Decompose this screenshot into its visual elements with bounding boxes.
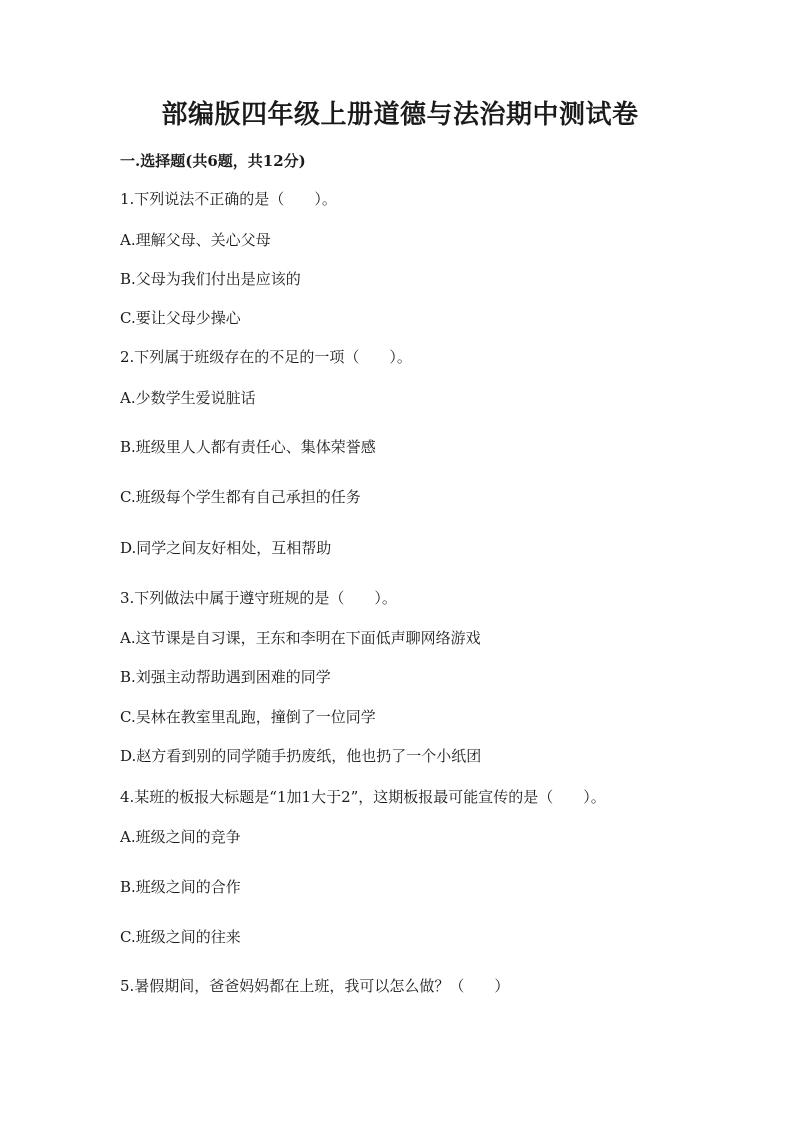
question-3-option-c: C.吴林在教室里乱跑，撞倒了一位同学 <box>120 708 376 726</box>
question-5-stem: 5.暑假期间，爸爸妈妈都在上班，我可以怎么做？（ ） <box>120 977 510 995</box>
question-2-option-d: D.同学之间友好相处，互相帮助 <box>120 539 332 557</box>
question-2-option-a: A.少数学生爱说脏话 <box>120 389 256 407</box>
question-3-stem: 3.下列做法中属于遵守班规的是（ ）。 <box>120 589 397 607</box>
question-1-option-a: A.理解父母、关心父母 <box>120 231 271 249</box>
question-4-option-b: B.班级之间的合作 <box>120 878 241 896</box>
question-2-stem: 2.下列属于班级存在的不足的一项（ ）。 <box>120 348 412 366</box>
exam-title: 部编版四年级上册道德与法治期中测试卷 <box>161 100 639 130</box>
question-1-option-b: B.父母为我们付出是应该的 <box>120 270 301 288</box>
question-2-option-b: B.班级里人人都有责任心、集体荣誉感 <box>120 438 376 456</box>
question-3-option-d: D.赵方看到别的同学随手扔废纸，他也扔了一个小纸团 <box>120 747 482 765</box>
question-4-option-c: C.班级之间的往来 <box>120 928 241 946</box>
question-4-option-a: A.班级之间的竞争 <box>120 828 241 846</box>
question-2-option-c: C.班级每个学生都有自己承担的任务 <box>120 488 361 506</box>
question-1-option-c: C.要让父母少操心 <box>120 309 241 327</box>
section-heading: 一.选择题(共6题，共12分) <box>120 152 306 170</box>
question-3-option-b: B.刘强主动帮助遇到困难的同学 <box>120 668 331 686</box>
question-1-stem: 1.下列说法不正确的是（ ）。 <box>120 190 337 208</box>
question-3-option-a: A.这节课是自习课，王东和李明在下面低声聊网络游戏 <box>120 629 481 647</box>
question-4-stem: 4.某班的板报大标题是“1加1大于2”，这期板报最可能宣传的是（ ）。 <box>120 788 606 806</box>
